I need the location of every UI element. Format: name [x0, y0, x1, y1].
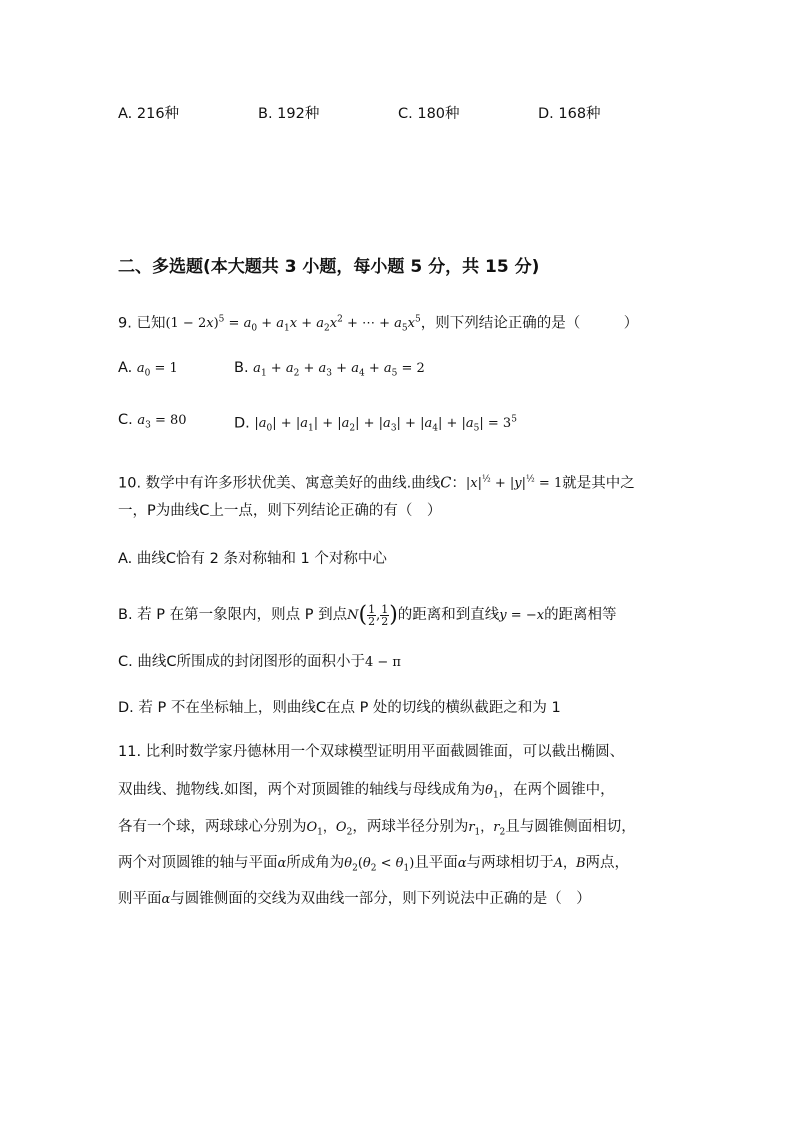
section-heading: 二、多选题(本大题共 3 小题，每小题 5 分，共 15 分) — [118, 257, 540, 277]
q11-line3-mid: ，两球半径分别为 — [352, 819, 469, 835]
question-11-line5: 则平面α与圆锥侧面的交线为双曲线一部分，则下列说法中正确的是（ ） — [118, 891, 591, 907]
q9-option-d-label: D. — [234, 415, 250, 432]
q9-option-b-expr: $a_1 + a_2 + a_3 + a_4 + a_5 = 2$ — [253, 361, 425, 379]
q10-point-n: N( $\frac{1}{2}$ , $\frac{1}{2}$ ) — [347, 602, 398, 628]
q9-expansion: $(1 - 2x)^5 = a_0 + a_1x + a_2x^2$ + ⋯ + $a_5x^5$ — [165, 315, 421, 334]
q11-line4-mid: 所成角为 — [286, 855, 345, 871]
question-9-stem — [118, 310, 638, 339]
question-11-line3: 各有一个球，两球球心分别为$O_1$，$O_2$，两球半径分别为$r_1$，$r_2$且与圆锥侧面相切， — [118, 819, 636, 838]
q10-option-b — [118, 604, 617, 627]
q10-option-d: D. 若 P 不在坐标轴上，则曲线C在点 P 处的切线的横纵截距之和为 1 — [118, 700, 561, 716]
q10-option-c-expr: 4 − π — [364, 655, 401, 670]
question-10-stem-line2: 一，P为曲线C上一点，则下列结论正确的有（ ） — [118, 503, 442, 519]
question-10-stem-line1: 10. 数学中有许多形状优美、寓意美好的曲线.曲线C：$|x|^{\frac{1}{2}} + |y|^{\frac{1}{2}} = 1$就是其中之 — [118, 475, 635, 492]
q9-number: 9. — [118, 315, 132, 332]
q9-option-c — [118, 410, 187, 436]
q11-line3-post: 且与圆锥侧面相切， — [505, 819, 636, 835]
q9-option-c-label: C. — [118, 412, 133, 428]
prev-option-d: D. 168种 — [538, 106, 601, 122]
question-11-line1: 11. 比利时数学家丹德林用一个双球模型证明用平面截圆锥面，可以截出椭圆、 — [118, 744, 625, 760]
q10-curve-equation: $|x|^{\frac{1}{2}} + |y|^{\frac{1}{2}} = 1$ — [465, 475, 563, 492]
q10-line1-pre: 10. 数学中有许多形状优美、寓意美好的曲线.曲线 — [118, 475, 441, 492]
q9-option-d — [234, 410, 517, 439]
q10-line1-post: 就是其中之 — [562, 475, 635, 492]
q11-line4-end: 与两球相切于 — [466, 855, 554, 871]
q9-option-b — [234, 358, 425, 384]
q11-line2-pre: 双曲线、抛物线.如图，两个对顶圆锥的轴线与母线成角为 — [118, 782, 486, 798]
q10-option-b-pre: B. 若 P 在第一象限内，则点 P 到点 — [118, 607, 348, 623]
q9-pre: 已知 — [136, 315, 166, 332]
prev-option-a: A. 216种 — [118, 106, 180, 122]
q10-line-eq: y = −x — [499, 608, 545, 623]
q9-post: ，则下列结论正确的是（ ） — [420, 315, 639, 332]
q9-option-d-expr: $|a_0| + |a_1| + |a_2| + |a_3| + |a_4| + |a_5| = 3^5$ — [254, 415, 517, 434]
q10-option-b-post: 的距离相等 — [544, 607, 617, 623]
q11-line5-pre: 则平面 — [118, 891, 162, 907]
question-11-line2: 双曲线、抛物线.如图，两个对顶圆锥的轴线与母线成角为$\theta_1$，在两个圆锥中， — [118, 782, 615, 801]
q11-line4-pre: 两个对顶圆锥的轴与平面 — [118, 855, 278, 871]
q9-option-c-expr: $a_3 = 80$ — [137, 413, 187, 431]
q11-line4-tail: 两点， — [585, 855, 630, 871]
prev-option-b: B. 192种 — [258, 106, 320, 122]
q10-option-b-mid: 的距离和到直线 — [397, 607, 500, 623]
q11-line5-post: 与圆锥侧面的交线为双曲线一部分，则下列说法中正确的是（ ） — [170, 891, 591, 907]
q10-option-c — [118, 652, 401, 673]
q10-option-c-text: C. 曲线C所围成的封闭图形的面积小于 — [118, 654, 365, 670]
q9-option-b-label: B. — [234, 360, 249, 376]
q11-line3-pre: 各有一个球，两球球心分别为 — [118, 819, 307, 835]
prev-option-c: C. 180种 — [398, 106, 460, 122]
q11-line2-post: ，在两个圆锥中， — [498, 782, 615, 798]
q9-option-a-label: A. — [118, 360, 133, 376]
q9-option-a-expr: $a_0 = 1$ — [136, 361, 178, 379]
q9-option-a — [118, 358, 178, 384]
q10-option-a: A. 曲线C恰有 2 条对称轴和 1 个对称中心 — [118, 551, 387, 567]
question-11-line4: 两个对顶圆锥的轴与平面α所成角为$\theta_2(\theta_2 < \theta_1)$且平面α与两球相切于A，B两点， — [118, 855, 630, 874]
q11-line4-post: 且平面 — [414, 855, 458, 871]
